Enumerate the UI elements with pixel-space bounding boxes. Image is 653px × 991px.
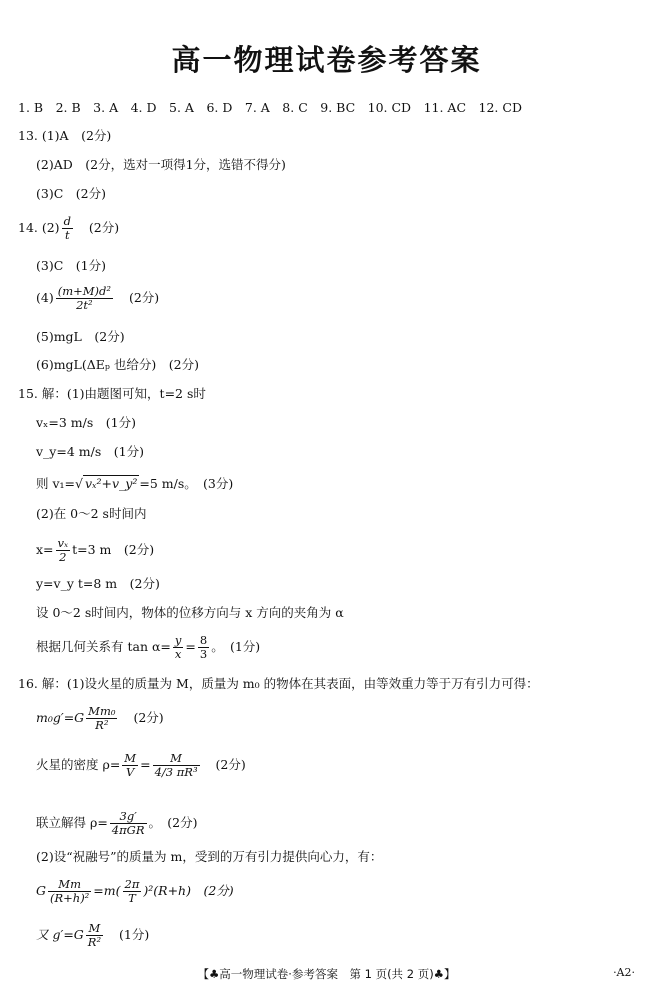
q16-3-fraction-2 (153, 752, 200, 779)
q14-line-3 (36, 285, 159, 312)
fraction-numerator: 2π (124, 877, 140, 891)
page-title: 高一物理试卷参考答案 (171, 43, 482, 77)
q16-2-prefix: m₀g′=G (36, 710, 85, 725)
fraction-denominator: V (126, 765, 135, 779)
q16-line-7 (36, 922, 149, 949)
q14-line-1 (18, 215, 119, 242)
fraction-numerator: M (153, 752, 200, 766)
q16-3-prefix: 火星的密度 ρ= (36, 757, 121, 772)
q16-7-fraction (86, 922, 103, 949)
fraction-denominator: 4/3 πR³ (154, 765, 198, 779)
fraction-denominator: 2 (59, 550, 67, 564)
q15-9-equals: = (185, 639, 196, 654)
fraction-numerator: vₓ (57, 536, 69, 550)
q15-line-2: vₓ=3 m/s (1分) (36, 415, 136, 430)
q15-9-prefix: 根据几何关系有 tan α= (36, 639, 171, 654)
q15-line-1: 15. 解：(1)由题图可知，t=2 s时 (18, 386, 206, 401)
q15-6-fraction (56, 537, 71, 564)
q15-9-fraction-1 (173, 634, 184, 661)
fraction-denominator: R² (87, 935, 102, 949)
q16-7-prefix: 又 g′=G (36, 927, 84, 942)
q16-6-prefix: G (36, 883, 46, 898)
q14-line-4: (5)mgL (2分) (36, 329, 125, 344)
fraction-denominator: 4πGR (111, 823, 145, 837)
fraction-denominator: 3 (199, 647, 208, 661)
fraction-denominator: t (64, 228, 70, 242)
fraction-numerator: y (174, 633, 182, 647)
q16-line-5: (2)设“祝融号”的质量为 m，受到的万有引力提供向心力，有： (36, 849, 383, 864)
q16-3-score: (2分) (215, 757, 246, 772)
q15-4-suffix: =5 m/s。 (3分) (139, 476, 234, 491)
q16-3-equals: = (140, 757, 151, 772)
fraction-numerator: M (124, 751, 137, 765)
fraction-numerator: 8 (199, 633, 208, 647)
fraction-denominator: (R+h)² (50, 891, 90, 905)
q15-6-suffix: t=3 m (2分) (72, 542, 155, 557)
fraction-numerator: M (86, 922, 103, 936)
q14-1-score: (2分) (88, 220, 120, 235)
q14-1-prefix: 14. (2) (18, 220, 60, 235)
fraction-denominator: x (174, 647, 182, 661)
q14-line-2: (3)C (1分) (36, 258, 106, 273)
q16-4-prefix: 联立解得 ρ= (36, 815, 108, 830)
q15-line-9 (36, 634, 260, 661)
q16-line-2 (36, 705, 164, 732)
fraction-denominator: 2t² (76, 298, 93, 312)
q16-2-fraction (86, 705, 117, 732)
q15-9-suffix: 。 (1分) (211, 639, 261, 654)
q14-line-5: (6)mgL(ΔEₚ 也给分) (2分) (36, 357, 199, 372)
q13-line-3: (3)C (2分) (36, 186, 106, 201)
q16-line-3 (36, 752, 246, 779)
q16-6-middle: =m( (93, 883, 121, 898)
fraction-numerator: d (63, 214, 71, 228)
sqrt-expression: vₓ²+v_y² (85, 476, 138, 491)
q14-1-fraction (62, 215, 73, 242)
fraction-denominator: R² (95, 718, 109, 732)
q16-6-suffix: )²(R+h) (2分) (143, 883, 234, 898)
q15-line-4: 则 v₁=√ vₓ²+v_y² =5 m/s。 (3分) (36, 476, 234, 491)
page-footer: 【♣高一物理试卷·参考答案 第 1 页(共 2 页)♣】 (197, 967, 456, 981)
fraction-denominator: T (128, 891, 136, 905)
q15-9-fraction-2 (198, 634, 209, 661)
q16-4-suffix: 。 (2分) (148, 815, 198, 830)
q16-line-1: 16. 解：(1)设火星的质量为 M，质量为 m₀ 的物体在其表面，由等效重力等于万有引力可得： (18, 676, 539, 691)
q15-6-prefix: x= (36, 542, 54, 557)
choice-answers: 1. B 2. B 3. A 4. D 5. A 6. D 7. A 8. C 9. BC 10. CD 11. AC 12. CD (18, 100, 522, 115)
q16-4-fraction (110, 810, 147, 837)
fraction-numerator: Mm₀ (88, 704, 116, 718)
q13-line-2: (2)AD (2分，选对一项得1分，选错不得分) (36, 157, 286, 172)
q14-3-fraction (56, 285, 113, 312)
q16-line-4 (36, 810, 198, 837)
fraction-numerator: (m+M)d² (57, 284, 111, 298)
q16-6-fraction-1 (48, 878, 91, 905)
fraction-numerator: 3g′ (110, 810, 147, 824)
q15-line-8: 设 0～2 s时间内，物体的位移方向与 x 方向的夹角为 α (36, 605, 344, 620)
q13-line-1: 13. (1)A (2分) (18, 128, 112, 143)
q16-line-6 (36, 878, 234, 905)
q16-2-score: (2分) (133, 710, 164, 725)
q16-6-fraction-2 (123, 878, 142, 905)
q16-3-fraction-1 (122, 752, 138, 779)
page-code: ·A2· (613, 966, 635, 979)
q15-line-5: (2)在 0～2 s时间内 (36, 506, 147, 521)
q16-7-score: (1分) (119, 927, 150, 942)
q15-line-6 (36, 537, 154, 564)
q15-line-3: v_y=4 m/s (1分) (36, 444, 144, 459)
q15-line-7: y=v_y t=8 m (2分) (36, 576, 160, 591)
q14-3-prefix: (4) (36, 290, 54, 305)
q14-3-score: (2分) (128, 290, 160, 305)
q15-4-prefix: 则 v₁= (36, 476, 76, 491)
fraction-numerator: Mm (48, 878, 91, 892)
